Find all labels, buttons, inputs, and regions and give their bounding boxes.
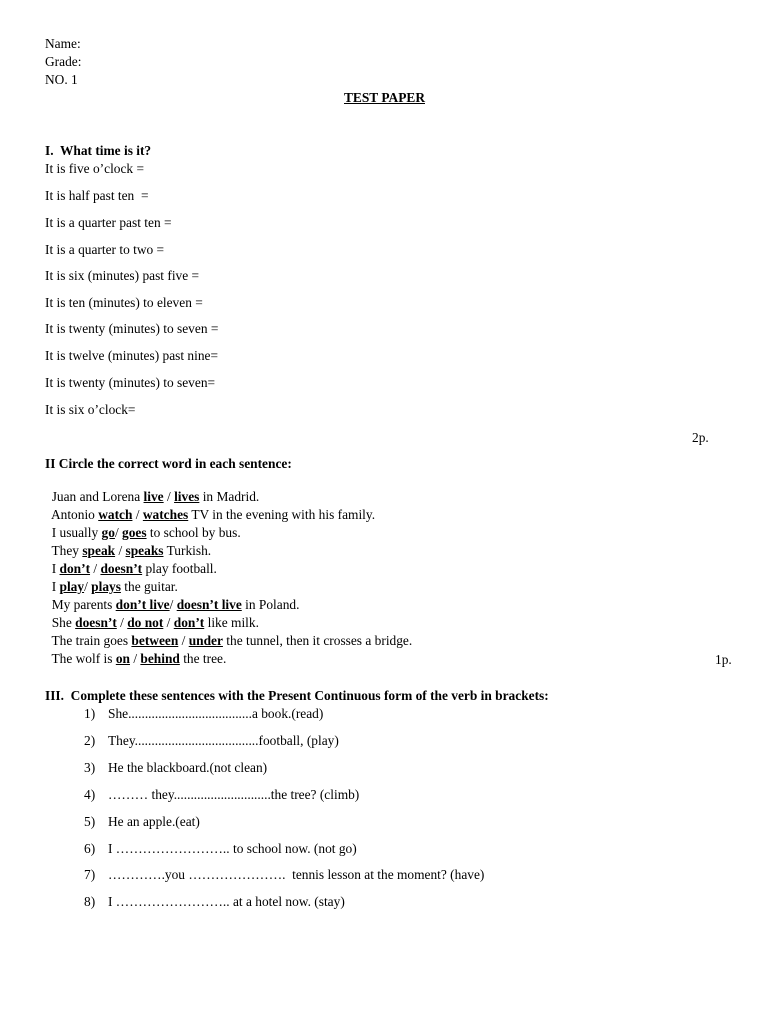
option-word[interactable]: go xyxy=(101,525,115,540)
option-word[interactable]: doesn’t xyxy=(75,615,117,630)
page-title: TEST PAPER xyxy=(344,90,425,105)
time-item: It is twelve (minutes) past nine= xyxy=(45,348,219,363)
item-number: 2) xyxy=(84,733,96,748)
sentence-text: She xyxy=(51,615,76,630)
option-word[interactable]: live xyxy=(143,489,164,504)
sentence-text: the guitar. xyxy=(120,579,178,594)
exercise-item xyxy=(84,867,484,883)
separator: / xyxy=(116,615,128,630)
sentence-text: the tree. xyxy=(179,651,227,666)
option-word[interactable]: play xyxy=(59,579,85,594)
separator: / xyxy=(84,579,92,594)
item-text[interactable]: He the blackboard.(not clean) xyxy=(108,760,268,775)
item-text[interactable]: I …………………….. to school now. (not go) xyxy=(108,841,357,856)
exercise-item xyxy=(84,814,200,830)
sentence-text: in Madrid. xyxy=(199,489,260,504)
time-item: It is twenty (minutes) to seven= xyxy=(45,375,216,390)
option-word[interactable]: lives xyxy=(174,489,200,504)
time-item: It is six o’clock= xyxy=(45,402,136,417)
item-text[interactable]: I …………………….. at a hotel now. (stay) xyxy=(108,894,345,909)
separator: / xyxy=(115,543,126,558)
sentence-text: The train goes xyxy=(51,633,132,648)
time-item: It is a quarter past ten = xyxy=(45,215,172,230)
sentence-text: play football. xyxy=(142,561,217,576)
item-text[interactable]: ……… they.............................the tree? (climb) xyxy=(108,787,360,802)
name-label: Name: xyxy=(45,36,81,51)
option-word[interactable]: under xyxy=(188,633,223,648)
option-word[interactable]: don’t xyxy=(173,615,205,630)
exercise-item xyxy=(84,841,357,857)
separator: / xyxy=(90,561,101,576)
sentence-text: I usually xyxy=(51,525,102,540)
section1-points: 2p. xyxy=(692,430,709,445)
exercise-item xyxy=(84,894,345,910)
sentence-text: in Poland. xyxy=(241,597,300,612)
item-number: 6) xyxy=(84,841,96,856)
sentence-row xyxy=(45,635,226,667)
sentence-text: My parents xyxy=(51,597,116,612)
sentence-text: like milk. xyxy=(204,615,259,630)
option-word[interactable]: speak xyxy=(82,543,116,558)
item-number: 3) xyxy=(84,760,96,775)
option-word[interactable]: goes xyxy=(122,525,147,540)
item-number: 4) xyxy=(84,787,96,802)
item-text[interactable]: He an apple.(eat) xyxy=(108,814,200,829)
time-item: It is a quarter to two = xyxy=(45,242,165,257)
sentence-text: They xyxy=(51,543,83,558)
exercise-item xyxy=(84,760,267,776)
section2-points: 1p. xyxy=(715,652,732,667)
item-text[interactable]: ………….you …………………. tennis lesson at the moment? (have) xyxy=(108,867,485,882)
separator: / xyxy=(163,489,175,504)
time-item: It is half past ten = xyxy=(45,188,149,203)
separator: / xyxy=(132,507,143,522)
separator: / xyxy=(129,651,141,666)
sentence-text: I xyxy=(51,561,60,576)
option-word[interactable]: doesn’t xyxy=(100,561,143,576)
exercise-item xyxy=(84,706,323,722)
option-word[interactable]: doesn’t live xyxy=(176,597,242,612)
sentence-text: Juan and Lorena xyxy=(51,489,144,504)
separator: / xyxy=(178,633,189,648)
time-item: It is six (minutes) past five = xyxy=(45,268,200,283)
option-word[interactable]: don’t xyxy=(59,561,91,576)
sentence-text: to school by bus. xyxy=(146,525,241,540)
option-word[interactable]: plays xyxy=(91,579,121,594)
time-item: It is ten (minutes) to eleven = xyxy=(45,295,203,310)
option-word[interactable]: do not xyxy=(127,615,164,630)
grade-label: Grade: xyxy=(45,54,82,69)
sentence-text: Turkish. xyxy=(163,543,212,558)
separator: / xyxy=(163,615,174,630)
item-text[interactable]: She.....................................a book.(read) xyxy=(108,706,324,721)
sentence-text: I xyxy=(51,579,60,594)
item-text[interactable]: They.....................................football, (play) xyxy=(108,733,339,748)
separator: / xyxy=(114,525,123,540)
sentence-text: The wolf is xyxy=(51,651,116,666)
option-word[interactable]: don’t live xyxy=(115,597,170,612)
item-number: 7) xyxy=(84,867,96,882)
time-item: It is five o’clock = xyxy=(45,161,145,176)
section2-heading: II Circle the correct word in each sentence: xyxy=(45,456,292,471)
option-word[interactable]: behind xyxy=(140,651,180,666)
separator: / xyxy=(169,597,177,612)
sentence-text: the tunnel, then it crosses a bridge. xyxy=(222,633,413,648)
time-item: It is twenty (minutes) to seven = xyxy=(45,321,219,336)
option-word[interactable]: watch xyxy=(98,507,133,522)
item-number: 5) xyxy=(84,814,96,829)
exercise-item xyxy=(84,733,339,749)
number-label: NO. 1 xyxy=(45,72,78,87)
option-word[interactable]: on xyxy=(115,651,130,666)
sentence-text: TV in the evening with his family. xyxy=(188,507,376,522)
sentence-text: Antonio xyxy=(50,507,99,522)
option-word[interactable]: watches xyxy=(142,507,189,522)
section3-heading: III. Complete these sentences with the Present Continuous form of the verb in brackets: xyxy=(45,688,549,703)
section1-heading: I. What time is it? xyxy=(45,143,152,158)
option-word[interactable]: between xyxy=(131,633,179,648)
option-word[interactable]: speaks xyxy=(125,543,164,558)
item-number: 8) xyxy=(84,894,96,909)
item-number: 1) xyxy=(84,706,96,721)
exercise-item xyxy=(84,787,359,803)
